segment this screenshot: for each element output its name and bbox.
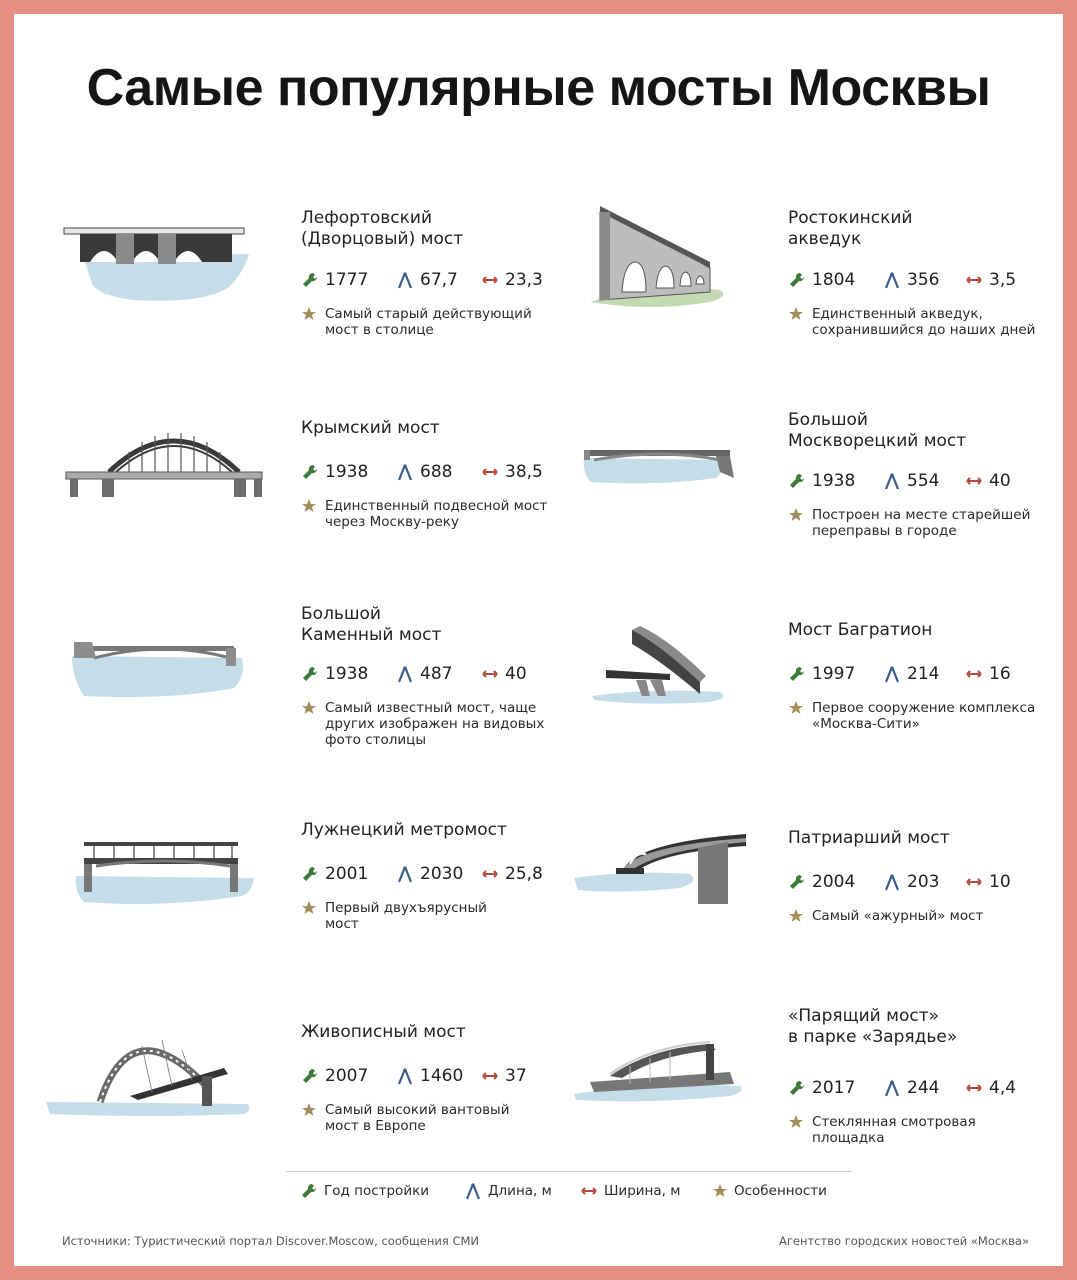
compass-icon [396,271,414,289]
stat-length: 67,7 [396,268,458,292]
stat-year: 2004 [788,870,855,894]
stat-length: 2030 [396,862,463,886]
stat-width: 4,4 [965,1076,1016,1100]
width-arrow-icon [965,873,983,891]
bridge-card-lefortovsky: Лефортовский (Дворцовый) мост 1777 67,7 23,3 Самый старый действующий мост в столице [54,192,564,382]
bridge-card-bolshoy-moskvoretsky: Большой Москворецкий мост 1938 554 40 Построен на месте старейшей переправы в городе [570,394,1063,584]
star-icon [301,900,317,916]
bridge-stats [788,1076,1048,1100]
width-arrow-icon [965,1079,983,1097]
page-title: Самые популярные мосты Москвы [86,59,991,117]
width-arrow-icon [481,665,499,683]
compass-icon [883,873,901,891]
wrench-icon [788,1079,806,1097]
stat-year: 1804 [788,268,855,292]
legend-length: Длина, м [464,1180,552,1202]
rostokinsky-aqueduct-illustration [570,192,790,332]
bridge-card-patriarshy: Патриарший мост 2004 203 10 Самый «ажурный» мост [570,812,1063,1002]
wrench-icon [788,873,806,891]
compass-icon [883,665,901,683]
krymsky-bridge-illustration [54,402,274,542]
bridge-name: «Парящий мост» в парке «Зарядье» [788,1006,958,1047]
bolshoy-kamenny-bridge-illustration [54,588,274,728]
stat-length: 203 [883,870,939,894]
width-arrow-icon [965,271,983,289]
bridge-card-zhivopisny: Живописный мост 2007 1460 37 Самый высокий вантовый мост в Европе [42,1006,552,1196]
stat-length: 487 [396,662,452,686]
infographic-frame [14,14,1063,1266]
compass-icon [883,1079,901,1097]
bridge-name: Большой Москворецкий мост [788,410,967,451]
wrench-icon [301,1067,319,1085]
stat-length: 244 [883,1076,939,1100]
stat-length: 554 [883,469,939,493]
star-icon [301,498,317,514]
star-icon [301,306,317,322]
stat-length: 1460 [396,1064,463,1088]
bridge-card-krymsky: Крымский мост 1938 688 38,5 Единственный подвесной мост через Москву-реку [54,402,564,592]
paryashchy-bridge-illustration [570,996,790,1136]
star-icon [788,1114,804,1130]
bridge-card-bagration: Мост Багратион 1997 214 16 Первое сооружение комплекса «Москва-Сити» [570,604,1063,794]
star-icon [301,1102,317,1118]
star-icon [788,306,804,322]
bridge-stats [301,1064,561,1088]
stat-width: 23,3 [481,268,543,292]
stat-year: 1938 [301,662,368,686]
wrench-icon [788,271,806,289]
stat-year: 2001 [301,862,368,886]
bridge-card-luzhnetsky: Лужнецкий метромост 2001 2030 25,8 Первый двухъярусный мост [54,804,564,994]
stat-length: 214 [883,662,939,686]
footer-agency: Агентство городских новостей «Москва» [779,1234,1029,1248]
wrench-icon [788,472,806,490]
star-icon [788,700,804,716]
wrench-icon [300,1182,318,1200]
wrench-icon [301,865,319,883]
width-arrow-icon [481,271,499,289]
bridge-card-bolshoy-kamenny: Большой Каменный мост 1938 487 40 Самый известный мост, чаще других изображен на видовых фото столицы [54,588,564,778]
bridge-stats [301,268,561,292]
bridge-name: Лефортовский (Дворцовый) мост [301,208,464,249]
stat-year: 1997 [788,662,855,686]
stat-length: 688 [396,460,452,484]
stat-year: 2017 [788,1076,855,1100]
bridge-stats [301,662,561,686]
bridge-name: Большой Каменный мост [301,604,442,645]
width-arrow-icon [580,1182,598,1200]
width-arrow-icon [481,463,499,481]
stat-width: 10 [965,870,1011,894]
zhivopisny-bridge-illustration [42,1006,272,1136]
stat-width: 40 [481,662,527,686]
legend-features: Особенности [712,1180,827,1202]
compass-icon [464,1182,482,1200]
bridge-card-paryashchy: «Парящий мост» в парке «Зарядье» 2017 244 4,4 Стеклянная смотровая площадка [570,996,1063,1186]
stat-year: 1938 [301,460,368,484]
stat-width: 38,5 [481,460,543,484]
bridge-stats [788,662,1048,686]
star-icon [788,507,804,523]
wrench-icon [301,463,319,481]
width-arrow-icon [965,472,983,490]
legend-width: Ширина, м [580,1180,680,1202]
bridge-name: Мост Багратион [788,620,933,640]
wrench-icon [788,665,806,683]
star-icon [712,1183,728,1199]
bridge-stats [788,469,1048,493]
stat-length: 356 [883,268,939,292]
stat-width: 37 [481,1064,527,1088]
legend-year: Год постройки [300,1180,429,1202]
wrench-icon [301,271,319,289]
width-arrow-icon [481,1067,499,1085]
bolshoy-moskvoretsky-bridge-illustration [570,394,790,534]
compass-icon [396,865,414,883]
width-arrow-icon [481,865,499,883]
compass-icon [883,472,901,490]
bridge-name: Ростокинский акведук [788,208,913,249]
lefortovsky-bridge-illustration [54,192,274,332]
compass-icon [396,665,414,683]
stat-width: 40 [965,469,1011,493]
stat-year: 1777 [301,268,368,292]
bridge-stats [788,870,1048,894]
stat-width: 25,8 [481,862,543,886]
stat-width: 3,5 [965,268,1016,292]
legend-divider [286,1171,852,1172]
bridge-stats [301,460,561,484]
width-arrow-icon [965,665,983,683]
luzhnetsky-bridge-illustration [54,804,274,944]
bridge-stats [301,862,561,886]
bridge-name: Крымский мост [301,418,440,438]
stat-year: 1938 [788,469,855,493]
bridge-card-rostokinsky: Ростокинский акведук 1804 356 3,5 Единственный акведук, сохранившийся до наших дней [570,192,1063,382]
compass-icon [883,271,901,289]
bridge-name: Живописный мост [301,1022,466,1042]
bridge-stats [788,268,1048,292]
footer-sources: Источники: Туристический портал Discover.Moscow, сообщения СМИ [62,1234,479,1248]
compass-icon [396,1067,414,1085]
patriarshy-bridge-illustration [570,812,790,952]
star-icon [788,908,804,924]
wrench-icon [301,665,319,683]
compass-icon [396,463,414,481]
star-icon [301,700,317,716]
bridge-name: Патриарший мост [788,828,950,848]
bagration-bridge-illustration [570,604,790,744]
stat-width: 16 [965,662,1011,686]
stat-year: 2007 [301,1064,368,1088]
bridge-name: Лужнецкий метромост [301,820,507,840]
